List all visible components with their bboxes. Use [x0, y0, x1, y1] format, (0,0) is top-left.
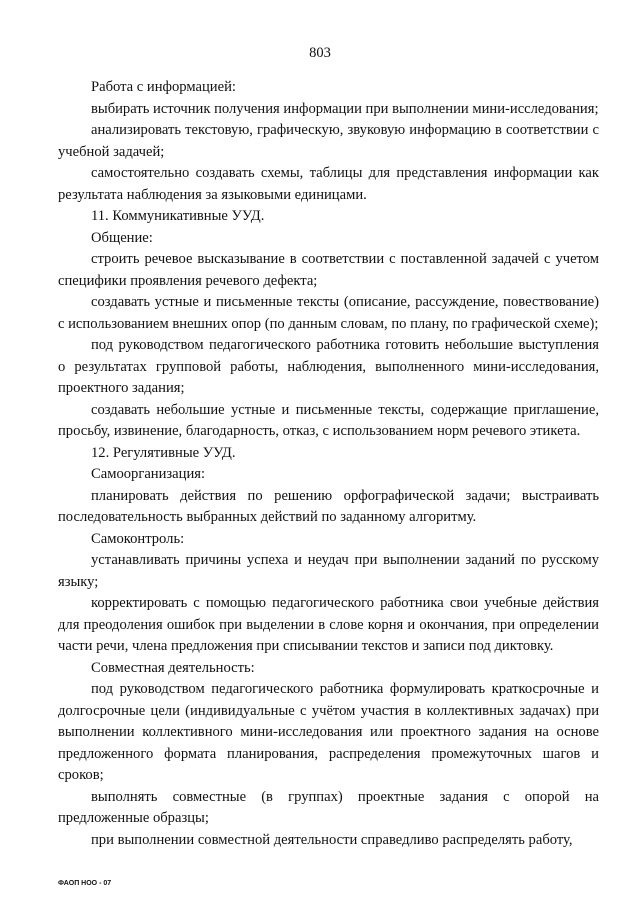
- subheading-communication: Общение:: [91, 229, 153, 246]
- paragraph: создавать устные и письменные тексты (описание, рассуждение, повествование) с использованием внешних опор (по данным словам, по плану, по графической схеме);: [58, 294, 599, 332]
- section-heading-regulatory: 12. Регулятивные УУД.: [91, 444, 236, 461]
- subheading-self-control: Самоконтроль:: [91, 530, 185, 547]
- paragraph: устанавливать причины успеха и неудач при выполнении заданий по русскому языку;: [58, 552, 599, 590]
- paragraph-info-work: Работа с информацией:: [91, 79, 236, 95]
- footer-code: ФАОП НОО - 07: [58, 880, 112, 887]
- paragraph: под руководством педагогического работника готовить небольшие выступления о результатах групповой работы, наблюдения, выполненного мини-исследования, проектного задания;: [58, 337, 599, 396]
- paragraph: анализировать текстовую, графическую, звуковую информацию в соответствии с учебной задачей;: [58, 122, 599, 160]
- paragraph: самостоятельно создавать схемы, таблицы для представления информации как результата наблюдения за языковыми единицами.: [58, 165, 599, 203]
- page-number: 803: [309, 45, 331, 61]
- paragraph: строить речевое высказывание в соответствии с поставленной задачей с учетом специфики проявления речевого дефекта;: [58, 251, 599, 289]
- document-body: [58, 77, 599, 851]
- section-heading-communicative: 11. Коммуникативные УУД.: [91, 208, 265, 224]
- paragraph: планировать действия по решению орфографической задачи; выстраивать последовательность выбранных действий по заданному алгоритму.: [58, 487, 599, 525]
- paragraph: под руководством педагогического работника формулировать краткосрочные и долгосрочные цели (индивидуальные с учётом участия в коллективных задачах) при выполнении коллективного мини-исследования или проектного задания на основе предложенного формата планирования, распределения промежуточных шагов и сроков;: [58, 681, 599, 783]
- paragraph: корректировать с помощью педагогического работника свои учебные действия для преодоления ошибок при выделении в слове корня и окончания, при определении части речи, члена предложения при списывании текстов и записи под диктовку.: [58, 595, 599, 654]
- paragraph: создавать небольшие устные и письменные тексты, содержащие приглашение, просьбу, извинение, благодарность, отказ, с использованием норм речевого этикета.: [58, 401, 599, 439]
- paragraph: при выполнении совместной деятельности справедливо распределять работу,: [91, 831, 573, 848]
- subheading-joint-activity: Совместная деятельность:: [91, 659, 255, 676]
- paragraph: выбирать источник получения информации при выполнении мини-исследования;: [91, 100, 599, 117]
- subheading-self-organization: Самоорганизация:: [91, 466, 206, 482]
- paragraph: выполнять совместные (в группах) проектные задания с опорой на предложенные образцы;: [58, 788, 599, 826]
